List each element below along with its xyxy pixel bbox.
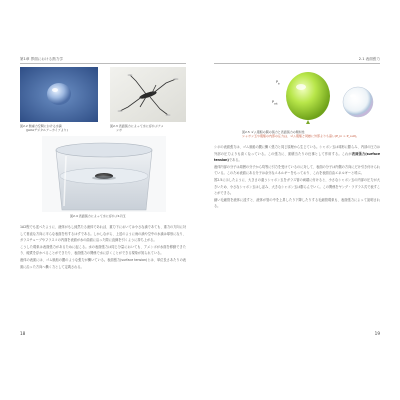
right-body-text [214, 144, 380, 330]
caption-fig-2-2-line2: (JAXAデジタルアーカイブより) [26, 128, 68, 132]
running-head-left: 第1章 界面における熱力学 [20, 57, 63, 61]
running-head-right: 2.1 表面張力 [358, 57, 380, 61]
right-paragraph: 図2.5に示したように、大きさの違うシャボン玉をガラス管の両端に付けると、小さなシャボン玉の内部の圧力が大きいため、小さなシャボン玉はしぼみ、大きなシャボン玉は膨らんでいく。この関係をヤング・ラプラス式で表すことができる。 [214, 177, 380, 196]
figure-water-droplet [20, 67, 98, 122]
caption-fig-2-5-line2: シャボン玉や風船の内部の圧力は、ゴム風船と同様に外部よりも高い(P_in > P_out)。 [242, 134, 359, 138]
left-paragraph: 1A2程でも述べたように、液体がもし純然たる流体であれば、重力下においては小さな滴であても、重力の方向に対して垂直な方向に平らな表面を有するはずである。しかしながら、上述のように雨の滴や空中の水滴は球形になり、ガラスチューブやフラスコの内面を表面が水の曲面に沿った際に直線を引くように持ち上がる。 [20, 225, 186, 243]
book-spread [12, 52, 388, 342]
page-number-left: 18 [20, 331, 26, 336]
right-paragraph: 細い毛細管を液体に浸すと、液体が管の中を上昇したり下降したりする毛細管現象も、表面張力によって説明される。 [214, 197, 380, 209]
figure-water-strider [110, 67, 186, 122]
caption-fig-2-3-line2: ンボ [116, 128, 123, 132]
left-paragraph: こうした現象は表面張力があるために起こる。水の表面張力は同じ分量においても、アメンボが水面を移動できたり、硬貨を浮かべることができたり、表面張力の関係で水に浮くことができる現象が知られている。 [20, 244, 186, 256]
caption-fig-2-4: 図2.4 表面張力によって水に浮かぶ1円玉 [70, 214, 126, 218]
left-page [12, 52, 194, 342]
label-p-in: $P_{in}$ [276, 80, 280, 86]
right-paragraph: 液体内部の分子は周囲の分子から均等に引力を受けているのに対して、表面の分子は内側の方向にだけ引き付けられている。このため表面にある分子は余分なエネルギーをもっており、これを表面自由エネルギーと呼ぶ。 [214, 164, 380, 176]
figure-floating-coin [42, 136, 166, 212]
caption-fig-2-2-line1: 図2.2 無重力空間における水滴 [20, 124, 62, 128]
term-surface-tension: 表面張力(surface tension) [214, 151, 380, 163]
caption-fig-2-3-line1: 図2.3 表面張力によって水に浮かぶアメ [110, 124, 164, 128]
left-body-text [20, 224, 186, 330]
left-paragraph: 液体の表面には、ゴム風船の膜のような張力が働いている。表面張力(surface tension)とは、単位長さあたりの表面に沿った方向へ働く力として定義される。 [20, 257, 186, 269]
header-rule-right [214, 63, 380, 64]
right-page [206, 52, 388, 342]
right-paragraph: シボの表面張力は、ゴム風船の膜に働く張力と同じ原理から生じている。シャボン玉は球形に膨らみ、内部の圧力は外部の圧力よりも高くなっている。この張力に、面積当たりの仕事として作用する。これが表面張力(surface tension)である。 [214, 145, 380, 163]
figure-balloon-bubble [276, 70, 380, 128]
caption-fig-2-5-line1: 図2.5 ゴム風船の膜の張力と表面張力の類似性 [242, 130, 305, 134]
page-number-right: 19 [374, 331, 380, 336]
header-rule-left [20, 63, 186, 64]
label-p-out: $P_{out}$ [272, 100, 278, 106]
